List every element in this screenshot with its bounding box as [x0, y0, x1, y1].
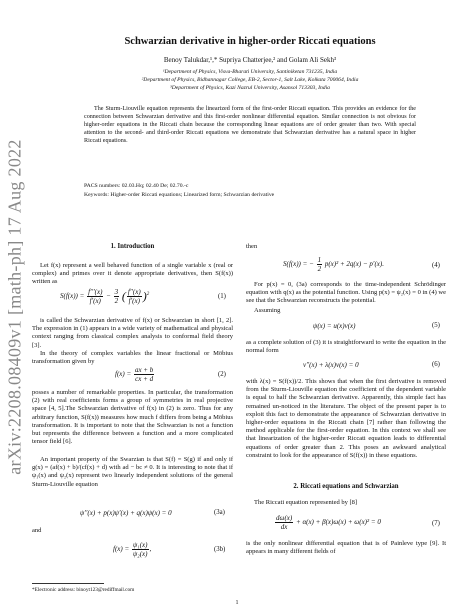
- equation-3b-number: (3b): [214, 546, 226, 553]
- equation-3a-number: (3a): [214, 509, 225, 516]
- and-text: and: [32, 527, 42, 534]
- assuming-text: Assuming: [254, 307, 281, 314]
- affiliation-3: ³Department of Physics, Kazi Nazrul University, Asansol 713303, India: [170, 85, 330, 91]
- section-2-paragraph-2: is the only nonlinear differential equation that is of Painleve type [9]. It appears in many different fields of: [246, 540, 446, 556]
- affiliation-2: ²Department of Physics, Bidhannagar College, EB-2, Sector-1, Salt Lake, Kolkata 700064, India: [141, 77, 359, 83]
- equation-3a: ψ′′(x) + p(x)ψ′(x) + q(x)ψ(x) = 0: [80, 509, 172, 517]
- author-list: Benoy Talukdar,¹,* Supriya Chatterjee,² and Golam Ali Sekh³: [163, 56, 337, 64]
- equation-7: $\frac{d\omega(x)}{dx}$ + α(x) + β(x)ω(x) + ω(x)² = 0: [276, 514, 381, 531]
- equation-5-number: (5): [432, 322, 440, 329]
- arxiv-stamp: [2, 0, 28, 613]
- equation-2: f(x) = $\frac{ax + b}{cx + d}$: [115, 366, 154, 383]
- equation-2-number: (2): [218, 371, 226, 378]
- intro-paragraph-5: An important property of the Swarzian is that S(f) = S(g) if and only if g(x) = (af(x) + b)/(cf(x) + d) with ad − bc ≠ 0. It is interesting to note that if ψ₁(x) and ψ₂(x) represent two linearly independent solutions of the general Sturm-Liouville equation: [32, 456, 233, 488]
- abstract: The Sturm-Liouville equation represents the linearized form of the first-order Riccati equation. This provides an evidence for the connection between Schwarzian derivative and this first-order nonlinear differential equation. Similar connection is not obvious for higher-order equations in the Riccati chain because the corresponding linear equations are of order greater than two. With special attention to the second- and third-order Riccati equations we demonstrate that Schwarzian derivative has a natural space in higher Riccati equations.: [84, 106, 416, 145]
- page-number: 1: [235, 600, 239, 606]
- equation-4: S(f(x)) = − $\frac{1}{2}$ p(x)² + 2q(x) − p′(x).: [283, 256, 384, 273]
- pacs-numbers: PACS numbers: 02.03.Hq; 02.40 De; 02.70.-c: [84, 183, 189, 189]
- equation-4-number: (4): [432, 262, 440, 269]
- equation-1-number: (1): [218, 293, 226, 300]
- paper-title: Schwarzian derivative in higher-order Riccati equations: [124, 36, 376, 47]
- equation-7-number: (7): [432, 520, 440, 527]
- section-2-heading: 2. Riccati equations and Schwarzian: [293, 483, 399, 490]
- right-paragraph-1: For p(x) = 0, (3a) corresponds to the time-independent Schrödinger equation with q(x) as the potential function. Using p(x) = ψ₂(x) = 0 in (4) we see that the Schwarzian reconstructs the potential.: [246, 281, 446, 305]
- footnote-rule: [32, 583, 104, 584]
- section-2-paragraph-1: The Riccati equation represented by [8]: [254, 499, 358, 506]
- arxiv-id: arXiv:2208.08409v1 [math-ph] 17 Aug 2022: [4, 138, 25, 475]
- then-text: then: [246, 243, 258, 250]
- section-1-heading: 1. Introduction: [110, 243, 155, 250]
- affiliation-1: ¹Department of Physics, Visva-Bharati University, Santiniketan 731235, India: [162, 69, 338, 75]
- intro-paragraph-4: posses a number of remarkable properties. In particular, the transformation (2) with real coefficients forms a group of symmetries in real projective space [4, 5].The Schwarzian derivative of f(x) in (2) is zero. Thus for any arbitrary function, S(f(x)) measures how much f differs from being a Möbius transformation. It is important to note that the Schwarzian is not a function but represents the difference between a function and a more complicated tensor field [6].: [32, 389, 233, 446]
- equation-6: v′′(x) + λ(x)v(x) = 0: [303, 361, 359, 369]
- equation-5: ψ(x) = u(x)v(x): [313, 322, 356, 330]
- footnote: *Electronic address: binoyt123@rediffmail.com: [32, 587, 135, 593]
- keywords: Keywords: Higher-order Riccati equations; Linearized form; Schwarzian derivative: [84, 192, 275, 198]
- intro-paragraph-3: In the theory of complex variables the linear fractional or Möbius transformation given by: [32, 350, 233, 366]
- intro-paragraph-2: is called the Schwarzian derivative of f(x) or Schwarzian in short [1, 2]. The expression in (1) appears in a wide variety of mathematical and physical context ranging from classical complex analysis to conformal field theory [3].: [32, 317, 233, 349]
- equation-3b: f(x) = $\frac{\text{ψ₁(x)}}{\text{ψ₂(x)}}$ ,: [113, 541, 152, 558]
- equation-1: S(f(x)) = $\frac{f'''(x)}{f'(x)}$ − $\frac{3}{2}$ ( $\frac{f''(x)}{f'(x)}$ )$^2$: [60, 288, 150, 305]
- right-paragraph-3: with λ(x) = S(f(x))/2. This shows that when the first derivative is removed from the Sturm-Liouville equation the coefficient of the dependent variable is equal to half the Schwarzian derivative. Apparently, this simple fact has remained un-noticed in the literature. The object of the present paper is to exploit this fact to demonstrate the appearance of Schwarzian derivative in higher-order equations in the Riccati chain [7] rather than following the method applicable for the first-order equation. In this context we shall see that linearization of the higher-order Riccati equation leads to differential equations of order greater than 2. This poses an awkward analytical constraint to look for the appearance of S(f(x)) in these equations.: [246, 378, 446, 459]
- equation-6-number: (6): [432, 361, 440, 368]
- intro-paragraph-1: Let f(x) represent a well behaved function of a single variable x (real or complex) and primes over it denote appropriate derivatives, then S(f(x)) written as: [32, 262, 233, 286]
- right-paragraph-2: as a complete solution of (3) it is straightforward to write the equation in the normal form: [246, 339, 446, 355]
